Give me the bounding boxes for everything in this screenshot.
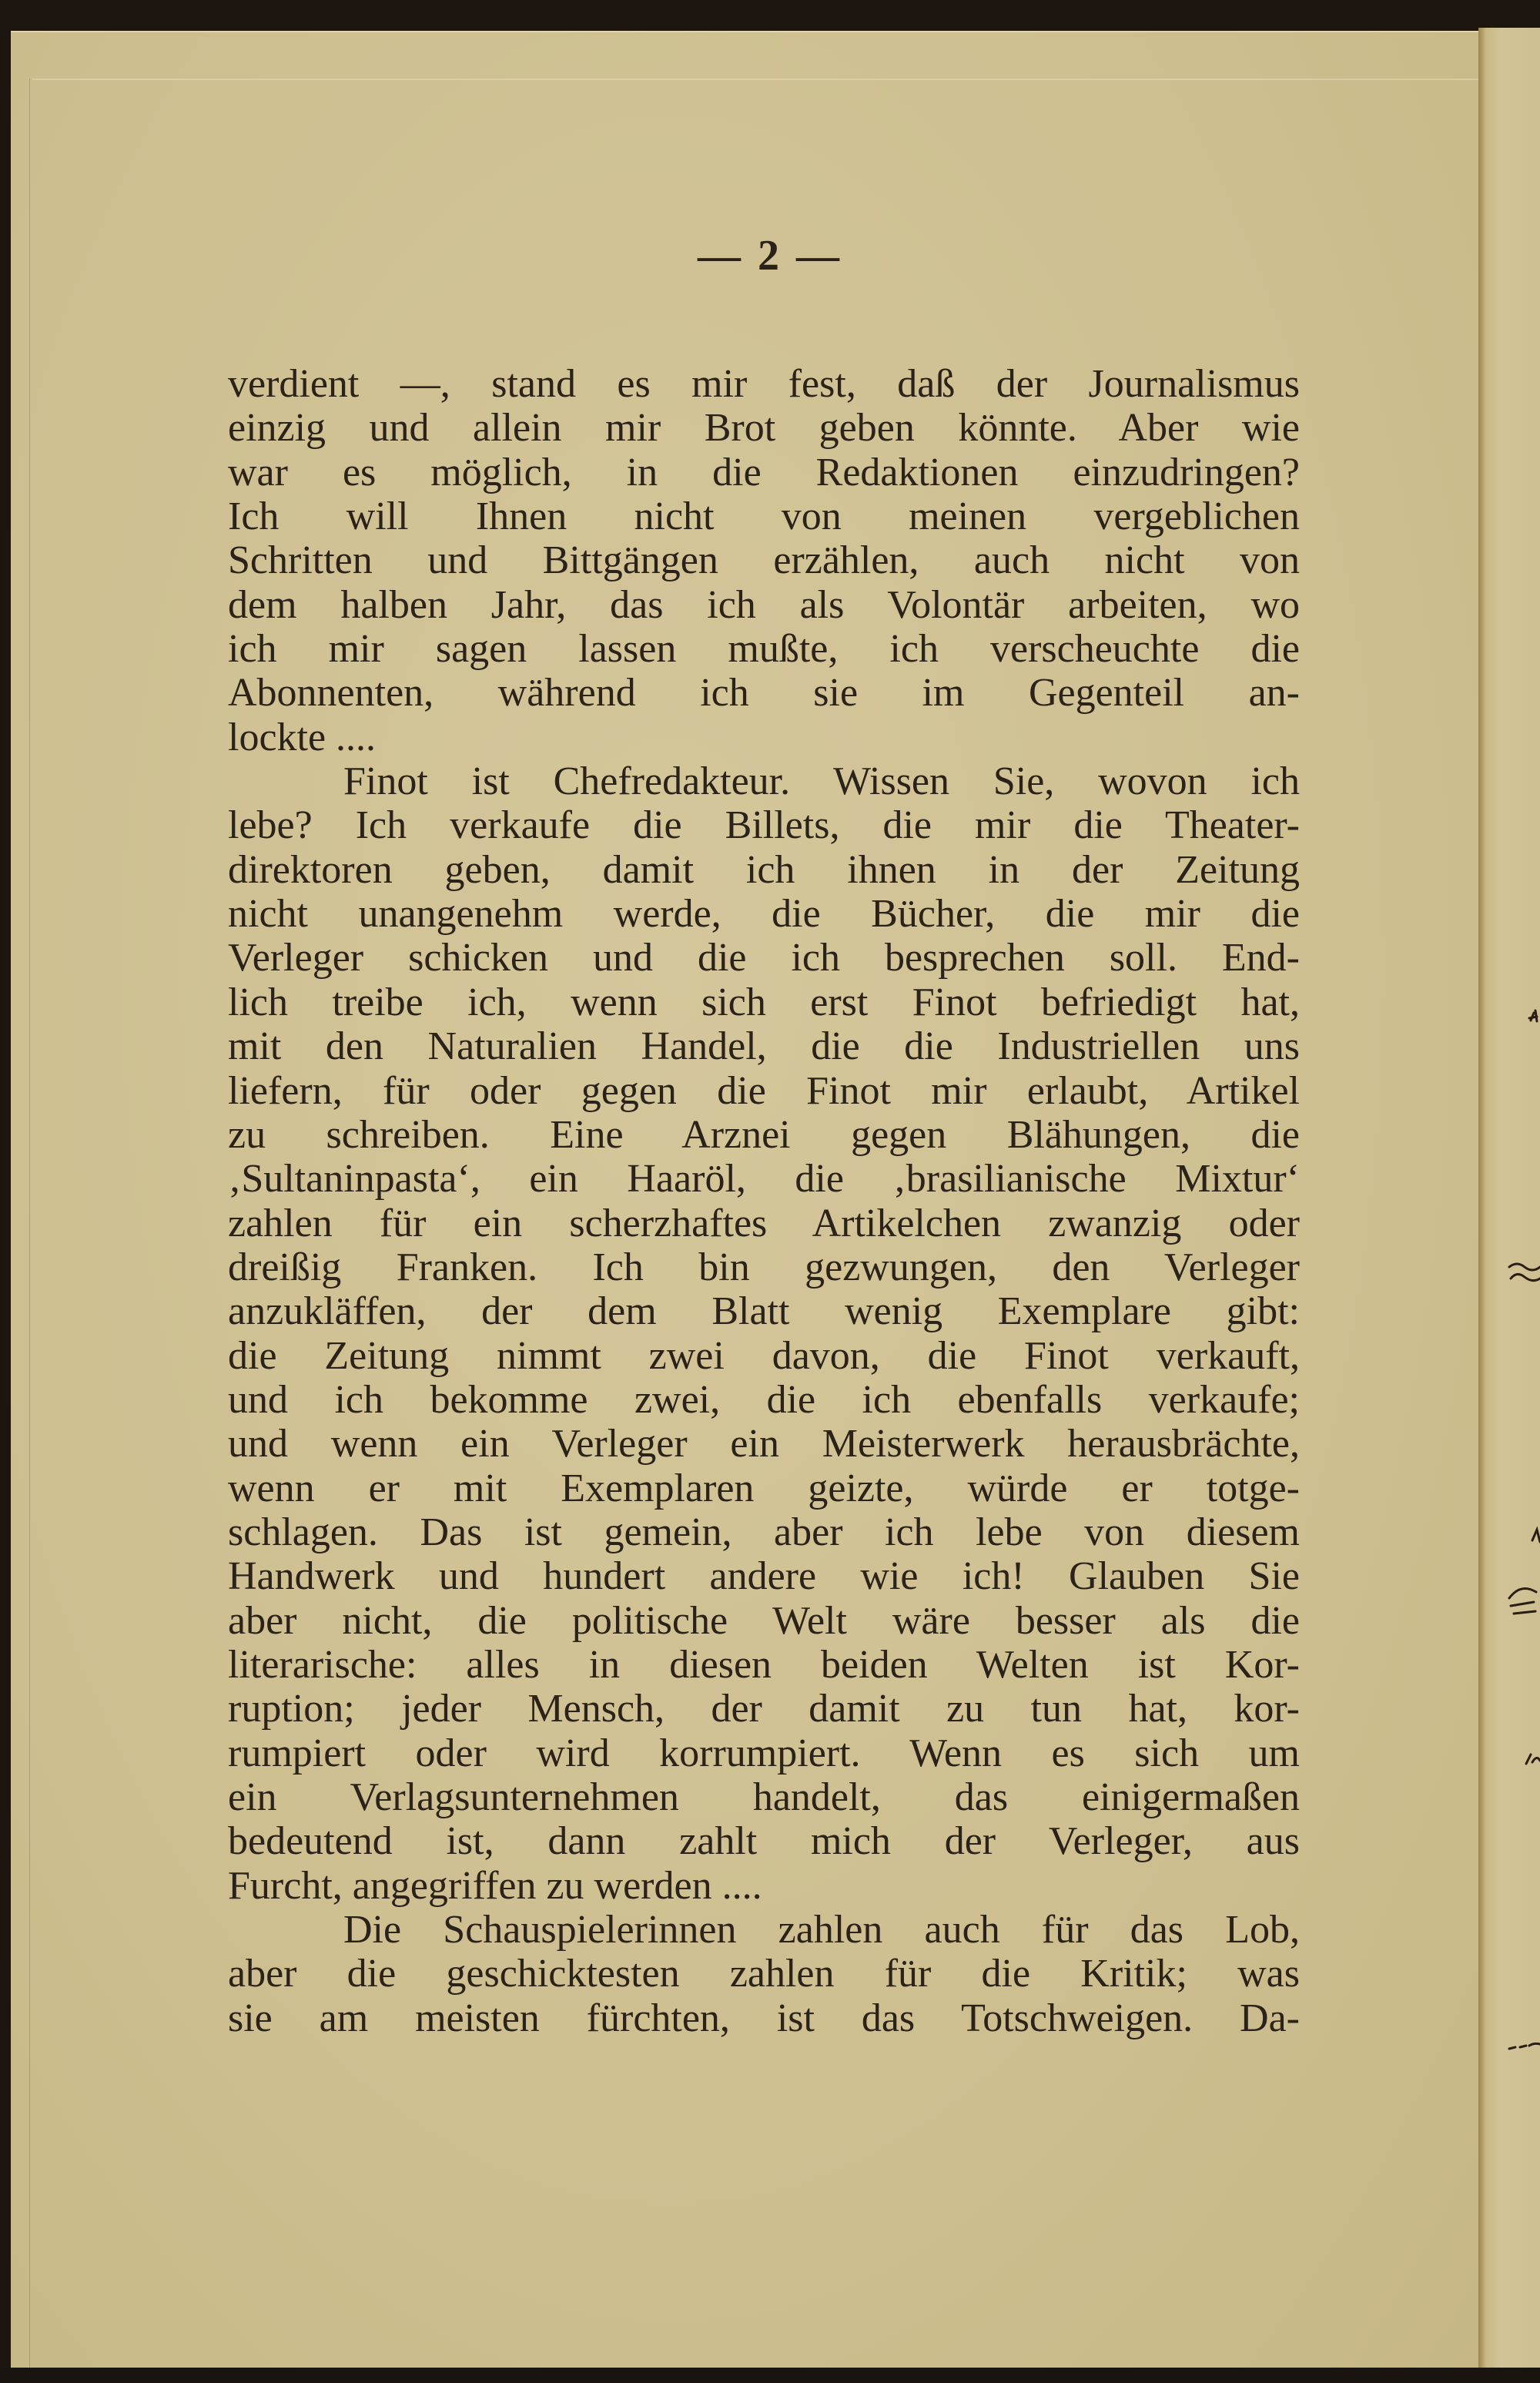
scan-background [0, 2368, 1540, 2383]
text-line: die Zeitung nimmt zwei davon, die Finot verkauft, [228, 1333, 1300, 1378]
text-line: lich treibe ich, wenn sich erst Finot befriedigt hat, [228, 980, 1300, 1024]
text-line: Schritten und Bittgängen erzählen, auch nicht von [228, 538, 1300, 583]
text-line: mit den Naturalien Handel, die die Industriellen uns [228, 1024, 1300, 1069]
page-number: — 2 — [698, 232, 842, 280]
text-line: und wenn ein Verleger ein Meisterwerk herausbrächte, [228, 1422, 1300, 1466]
text-line: ruption; jeder Mensch, der damit zu tun hat, kor- [228, 1687, 1300, 1731]
text-line: sie am meisten fürchten, ist das Totschweigen. Da- [228, 1996, 1300, 2040]
text-line: lockte .... [228, 715, 377, 759]
page-margin-line [29, 79, 30, 2369]
text-line: literarische: alles in diesen beiden Welten ist Kor- [228, 1642, 1300, 1687]
text-line: zu schreiben. Eine Arznei gegen Blähungen, die [228, 1112, 1300, 1157]
text-line: anzukläffen, der dem Blatt wenig Exemplare gibt: [228, 1289, 1300, 1334]
text-line: Handwerk und hundert andere wie ich! Glauben Sie [228, 1554, 1300, 1599]
text-line: Verleger schicken und die ich besprechen soll. End- [228, 936, 1300, 980]
text-line: Die Schauspielerinnen zahlen auch für das Lob, [343, 1908, 1300, 1952]
text-line: schlagen. Das ist gemein, aber ich lebe von diesem [228, 1510, 1300, 1554]
text-line: aber die geschicktesten zahlen für die Kritik; was [228, 1952, 1300, 1996]
text-line: einzig und allein mir Brot geben könnte. Aber wie [228, 406, 1300, 451]
text-line: und ich bekomme zwei, die ich ebenfalls verkaufe; [228, 1377, 1300, 1422]
text-line: dreißig Franken. Ich bin gezwungen, den Verleger [228, 1245, 1300, 1289]
text-line: bedeutend ist, dann zahlt mich der Verleger, aus [228, 1819, 1300, 1864]
text-line: Furcht, angegriffen zu werden .... [228, 1863, 762, 1908]
text-line: war es möglich, in die Redaktionen einzudringen? [228, 450, 1300, 494]
text-line: lebe? Ich verkaufe die Billets, die mir die Theater- [228, 803, 1300, 848]
text-line: zahlen für ein scherzhaftes Artikelchen zwanzig oder [228, 1201, 1300, 1245]
text-line: aber nicht, die politische Welt wäre besser als die [228, 1598, 1300, 1643]
text-line: Finot ist Chefredakteur. Wissen Sie, wovon ich [343, 759, 1300, 804]
text-line: nicht unangenehm werde, die Bücher, die mir die [228, 892, 1300, 937]
handwritten-marginalia-icon [1463, 0, 1540, 2383]
text-line: liefern, für oder gegen die Finot mir erlaubt, Artikel [228, 1068, 1300, 1113]
text-line: Abonnenten, während ich sie im Gegenteil an- [228, 671, 1300, 716]
page-edge-line [32, 79, 1478, 80]
body-text [228, 362, 1300, 2040]
text-line: Ich will Ihnen nicht von meinen vergeblichen [228, 494, 1300, 539]
text-line: dem halben Jahr, das ich als Volontär arbeiten, wo [228, 582, 1300, 627]
text-line: ich mir sagen lassen mußte, ich verscheuchte die [228, 627, 1300, 672]
text-line: wenn er mit Exemplaren geizte, würde er totge- [228, 1466, 1300, 1510]
text-line: verdient —, stand es mir fest, daß der Journalismus [228, 362, 1300, 406]
text-line: direktoren geben, damit ich ihnen in der Zeitung [228, 847, 1300, 892]
text-line: ein Verlagsunternehmen handelt, das einigermaßen [228, 1775, 1300, 1819]
text-line: rumpiert oder wird korrumpiert. Wenn es sich um [228, 1731, 1300, 1775]
text-line: ‚Sultaninpasta‘, ein Haaröl, die ‚brasilianische Mixtur‘ [228, 1157, 1300, 1202]
